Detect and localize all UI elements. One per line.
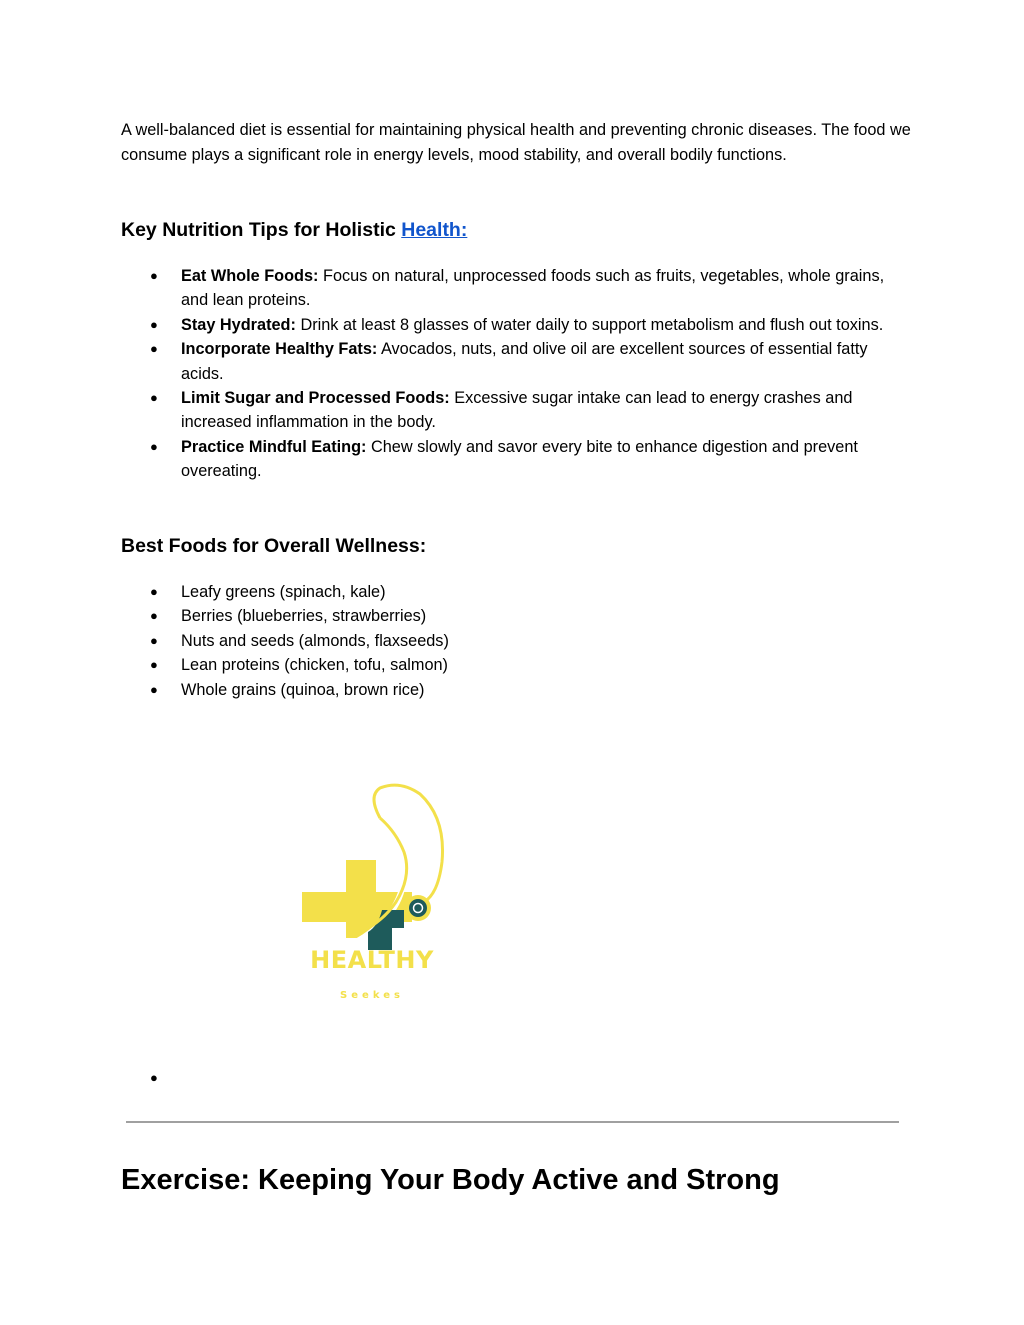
tip-term: Eat Whole Foods: [181,267,319,285]
list-item [121,629,911,653]
intro-paragraph: A well-balanced diet is essential for maintaining physical health and preventing chronic diseases. The food we consume plays a significant role in energy levels, mood stability, and overall bodily functions. [121,121,911,164]
list-item [121,264,911,313]
logo-tagline: Seekes [340,990,404,1001]
bullet-icon: ● [150,341,158,357]
bullet-icon: ● [150,681,158,697]
list-item [121,604,911,628]
food-item: Nuts and seeds (almonds, flaxseeds) [181,631,449,650]
logo-wordmark: HEALTHY [310,946,434,974]
list-item [121,386,911,435]
bullet-icon: ● [150,316,158,332]
tip-term: Stay Hydrated: [181,315,296,334]
list-item [121,435,911,484]
tip-description: Avocados, nuts, and olive oil are excellent sources of essential fatty acids. [181,340,868,383]
list-item [121,337,911,386]
list-item [121,653,911,677]
tip-description: Chew slowly and savor every bite to enhance digestion and prevent overeating. [181,437,858,481]
nutrition-tips-heading [121,218,467,242]
bullet-icon: ● [150,438,158,454]
food-item: Lean proteins (chicken, tofu, salmon) [181,656,448,675]
list-item [121,678,911,702]
bullet-icon: ● [150,657,158,673]
health-link[interactable]: Health: [401,219,468,241]
bullet-icon: ● [150,584,158,599]
bullet-icon: ● [150,390,158,406]
healthy-seekes-logo [296,782,448,1004]
best-foods-heading: Best Foods for Overall Wellness: [121,535,427,557]
best-foods-list [121,580,911,702]
bullet-icon: ● [150,632,158,648]
nutrition-tips-list [121,264,911,484]
tip-term: Incorporate Healthy Fats: [181,340,378,359]
list-item [121,580,911,604]
food-item: Whole grains (quinoa, brown rice) [181,680,425,699]
food-item: Leafy greens (spinach, kale) [181,583,386,601]
empty-bullet-icon: ● [150,1070,158,1085]
nutrition-tips-heading-text: Key Nutrition Tips for Holistic [121,219,402,241]
tip-term: Practice Mindful Eating: [181,437,367,456]
tip-description: Focus on natural, unprocessed foods such as fruits, vegetables, whole grains, and lean proteins. [181,267,885,310]
bullet-icon: ● [150,268,158,283]
document-body [121,118,911,699]
bullet-icon: ● [150,608,158,624]
tip-description: Excessive sugar intake can lead to energy crashes and increased inflammation in the body. [181,389,853,432]
tip-term: Limit Sugar and Processed Foods: [181,389,450,408]
horizontal-divider [126,1121,899,1123]
food-item: Berries (blueberries, strawberries) [181,607,427,626]
tip-description: Drink at least 8 glasses of water daily to support metabolism and flush out toxins. [295,315,884,334]
exercise-heading: Exercise: Keeping Your Body Active and Strong [121,1164,780,1196]
list-item [121,313,911,337]
